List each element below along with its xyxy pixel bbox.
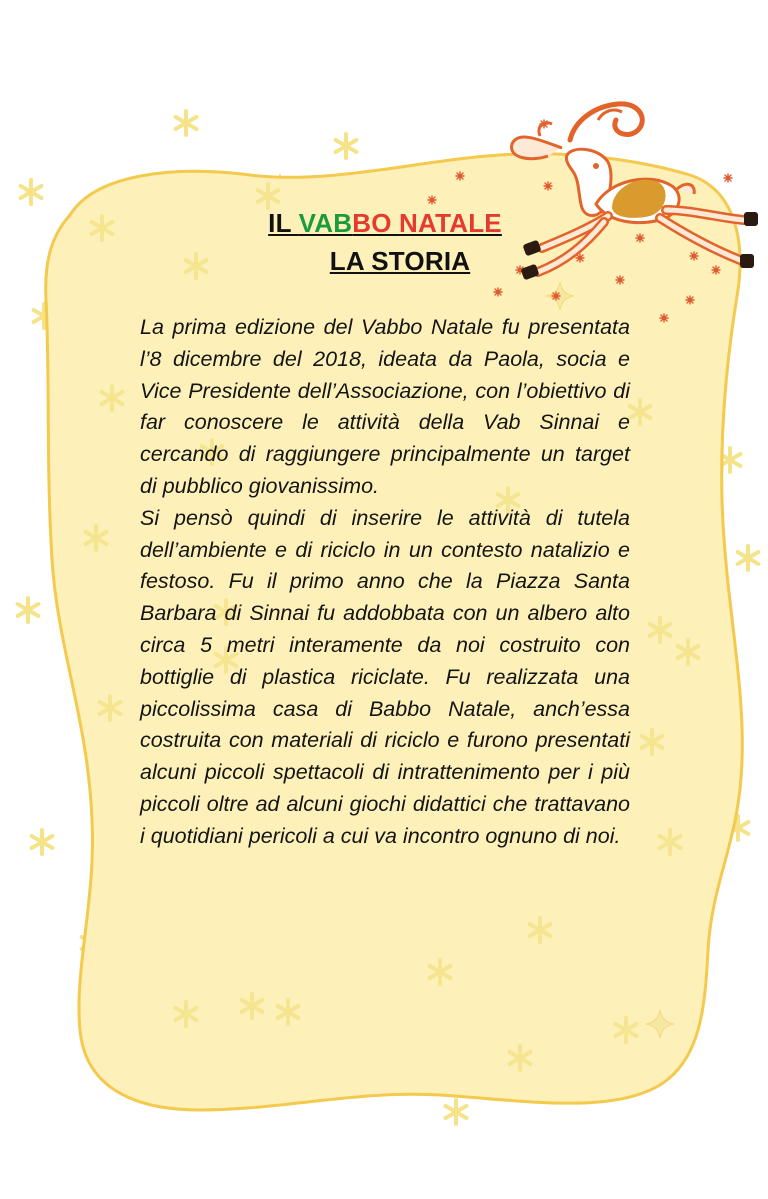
title-word-il: IL xyxy=(268,208,299,238)
story-text xyxy=(140,312,630,853)
story-paragraph: Si pensò quindi di inserire le attività di tutela dell’ambiente e di riciclo in un contesto natalizio e festoso. Fu il primo anno che la Piazza Santa Barbara di Sinnai fu addobbata con un albero alto circa 5 metri interamente da noi costruito con bottiglie di plastica riciclate. Fu realizzata una piccolissima casa di Babbo Natale, anch’essa costruita con materiali di riciclo e furono presentati alcuni piccoli spettacoli di intrattenimento per i più piccoli oltre ad alcuni giochi didattici che trattavano i quotidiani pericoli a cui va incontro ognuno di noi. xyxy=(140,505,630,848)
page-title xyxy=(150,208,610,238)
title-word-bo: BO xyxy=(352,208,400,238)
page-subtitle: LA STORIA xyxy=(329,246,471,276)
title-word-natale: NATALE xyxy=(399,208,502,238)
story-paragraph: La prima edizione del Vabbo Natale fu presentata l’8 dicembre del 2018, ideata da Paola, socia e Vice Presidente dell’Associazione, con l’obiettivo di far conoscere le attività della Vab Sinnai e cercando di raggiungere principalmente un target di pubblico giovanissimo. xyxy=(140,315,630,498)
title-word-vab: VAB xyxy=(298,208,353,238)
